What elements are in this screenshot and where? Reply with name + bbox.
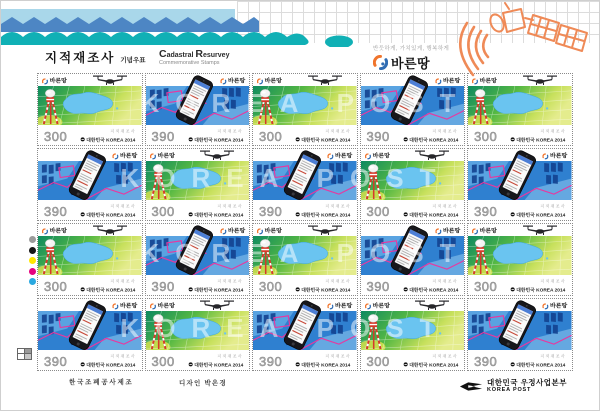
stamp-value: 390 [366, 279, 390, 294]
stamp [145, 298, 251, 371]
stamp-title: 지적재조사 [109, 355, 136, 359]
koreapost-emblem-icon [81, 212, 85, 216]
bareunttang-icon [113, 303, 119, 309]
stamp-country-line [81, 136, 136, 143]
stamp-title: 지적재조사 [109, 280, 136, 284]
stamp-country: 대한민국 KOREA 2014 [301, 138, 351, 143]
stamp-country: 대한민국 KOREA 2014 [301, 288, 351, 293]
stamp-brand-label: 바른땅 [120, 302, 138, 309]
stamp-meta [282, 125, 350, 143]
color-dot [29, 236, 36, 243]
stamp-country-line [511, 136, 566, 143]
bareunttang-icon [257, 228, 263, 234]
stamp-meta [497, 125, 565, 143]
stamp-brand-logo [365, 301, 390, 310]
designer-note: 디자인 박은경 [179, 380, 227, 387]
stamp-brand-logo [257, 76, 282, 85]
stamp-title: 지적재조사 [539, 205, 566, 209]
stamp-value-strip [361, 200, 465, 220]
watermark: KOREA POST [140, 238, 472, 268]
stamp-country-line [403, 361, 458, 368]
stamp-brand-label: 바른땅 [49, 77, 67, 84]
stamp-brand-logo [543, 151, 568, 160]
stamp-brand-label: 바른땅 [372, 302, 390, 309]
korea-post-text [487, 379, 567, 394]
stamp-value-strip [361, 350, 465, 370]
stamp-brand-label: 바른땅 [120, 152, 138, 159]
stamp [37, 148, 143, 221]
stamp-value: 390 [151, 279, 175, 294]
stamp-country-line [296, 136, 351, 143]
stamp-brand-logo [328, 151, 353, 160]
smartphone-icon [173, 222, 215, 280]
color-registration-dots [29, 236, 36, 285]
stamp-art [38, 236, 142, 275]
stamp-brand-label: 바른땅 [442, 227, 461, 234]
stamp-value: 300 [474, 279, 498, 294]
survey-artwork [361, 161, 465, 200]
title-korean-sub: 기념우표 [120, 57, 146, 64]
drone-icon [414, 147, 450, 160]
stamp [37, 73, 143, 146]
stamp-country-line [296, 286, 351, 293]
stamp-country: 대한민국 KOREA 2014 [86, 213, 136, 218]
stamp-country: 대한민국 KOREA 2014 [516, 138, 566, 143]
watermark: KOREA POST [120, 163, 452, 193]
stamp-country: 대한민국 KOREA 2014 [301, 363, 351, 368]
stamp [360, 148, 466, 221]
stamp-brand-logo [150, 151, 175, 160]
koreapost-emblem-icon [511, 287, 515, 291]
koreapost-emblem-icon [188, 137, 192, 141]
stamp [252, 298, 358, 371]
koreapost-emblem-icon [296, 212, 300, 216]
stamp-country-line [188, 286, 243, 293]
stamp-value-strip [253, 275, 357, 295]
stamp-title: 지적재조사 [109, 130, 136, 134]
stamp-meta [175, 350, 243, 368]
satellite-icon [457, 1, 600, 79]
koreapost-emblem-icon [81, 137, 85, 141]
smartphone-icon [388, 72, 430, 130]
stamp-title: 지적재조사 [432, 280, 459, 284]
koreapost-emblem-icon [511, 362, 515, 366]
stamp-brand-logo [42, 226, 67, 235]
smartphone-icon [388, 222, 430, 280]
stamp-brand-logo [472, 226, 497, 235]
bareunttang-icon [435, 228, 441, 234]
stamp [252, 223, 358, 296]
stamp-title: 지적재조사 [432, 355, 459, 359]
drone-icon [199, 147, 235, 160]
stamp-meta [67, 125, 135, 143]
drone-icon [414, 297, 450, 310]
stamp-value: 390 [151, 129, 175, 144]
stamp [467, 223, 573, 296]
survey-artwork [146, 311, 250, 350]
stamp-brand-label: 바른땅 [49, 227, 67, 234]
koreapost-emblem-icon [296, 362, 300, 366]
stamp-value: 300 [474, 129, 498, 144]
stamp-meta [282, 275, 350, 293]
bareunttang-icon [220, 228, 226, 234]
stamp-title: 지적재조사 [324, 130, 351, 134]
korea-post-footer [459, 379, 567, 394]
stamp-brand-label: 바른땅 [157, 302, 175, 309]
stamp-country-line [511, 286, 566, 293]
stamp-art [253, 86, 357, 125]
stamp-country-line [403, 286, 458, 293]
stamp-value: 390 [474, 354, 498, 369]
stamp-sheet [36, 72, 568, 372]
stamp-value-strip [38, 125, 142, 145]
stamp-value-strip [146, 350, 250, 370]
bareunttang-icon [42, 228, 48, 234]
stamp-country: 대한민국 KOREA 2014 [86, 363, 136, 368]
stamp [37, 223, 143, 296]
smartphone-icon [496, 147, 538, 205]
koreapost-emblem-icon [81, 362, 85, 366]
stamp-country: 대한민국 KOREA 2014 [193, 288, 244, 293]
smartphone-icon [66, 147, 108, 205]
stamp-value: 300 [151, 204, 175, 219]
stamp-brand-logo [328, 301, 353, 310]
stamp-country: 대한민국 KOREA 2014 [301, 213, 351, 218]
stamp-title: 지적재조사 [539, 280, 566, 284]
stamp [145, 223, 251, 296]
stamp [360, 298, 466, 371]
stamp-value: 300 [366, 204, 390, 219]
survey-artwork [253, 236, 357, 275]
stamp-value: 300 [44, 279, 68, 294]
stamp-brand-logo [435, 226, 460, 235]
drone-icon [92, 72, 128, 85]
stamp-country: 대한민국 KOREA 2014 [409, 138, 459, 143]
stamp-art [146, 161, 250, 200]
title-korean: 지적재조사 [45, 51, 116, 65]
stamp-brand-label: 바른땅 [335, 302, 353, 309]
bareunttang-icon [220, 78, 226, 84]
koreapost-emblem-icon [81, 287, 85, 291]
color-dot [29, 257, 36, 264]
stamp-meta [175, 200, 243, 218]
stamp-country-line [188, 361, 243, 368]
stamp-country: 대한민국 KOREA 2014 [409, 363, 459, 368]
bareunttang-icon [365, 153, 371, 159]
bareunttang-logo [373, 53, 430, 72]
bareunttang-icon [328, 153, 334, 159]
stamp [145, 73, 251, 146]
printer-note: 한국조폐공사제조 [69, 379, 134, 386]
stamp-country-line [511, 361, 566, 368]
koreapost-emblem-icon [403, 212, 407, 216]
stamp-meta [390, 200, 458, 218]
stamp-country: 대한민국 KOREA 2014 [193, 213, 244, 218]
korea-post-swallow-icon [459, 381, 483, 392]
stamp-value-strip [468, 275, 572, 295]
bareunttang-icon [42, 78, 48, 84]
stamp-country-line [403, 136, 458, 143]
stamp-value: 390 [259, 354, 283, 369]
stamp-value: 300 [44, 129, 68, 144]
stamp-country-line [81, 286, 136, 293]
stamp-country-line [511, 211, 566, 218]
stamp-country: 대한민국 KOREA 2014 [193, 138, 244, 143]
color-dot [29, 247, 36, 254]
stamp-title: 지적재조사 [217, 280, 244, 284]
stamp-art [361, 161, 465, 200]
survey-artwork [468, 86, 572, 125]
stamp [252, 148, 358, 221]
stamp-title: 지적재조사 [324, 280, 351, 284]
watermark: KOREA POST [120, 313, 452, 343]
stamp-country: 대한민국 KOREA 2014 [516, 363, 566, 368]
stamp-title: 지적재조사 [539, 130, 566, 134]
bareunttang-icon [150, 153, 156, 159]
stamp-value: 300 [259, 279, 283, 294]
stamp-brand-label: 바른땅 [227, 77, 246, 84]
stamp-brand-logo [150, 301, 175, 310]
sheet-title-korean [45, 48, 146, 67]
drone-icon [92, 222, 128, 235]
title-english: Cadastral Resurvey [159, 48, 230, 60]
brand-label: 바른땅 [391, 56, 431, 71]
stamp-country-line [296, 211, 351, 218]
koreapost-emblem-icon [403, 287, 407, 291]
org-name-korean: 대한민국 우정사업본부 [487, 378, 568, 387]
smartphone-icon [281, 147, 323, 205]
stamp-country-line [296, 361, 351, 368]
bareunttang-icon [543, 303, 549, 309]
koreapost-emblem-icon [188, 362, 192, 366]
stamp-title: 지적재조사 [217, 355, 244, 359]
stamp [467, 298, 573, 371]
stamp-brand-label: 바른땅 [372, 152, 390, 159]
survey-artwork [361, 311, 465, 350]
stamp-value-strip [468, 125, 572, 145]
stamp-country: 대한민국 KOREA 2014 [86, 138, 136, 143]
stamp-meta [67, 275, 135, 293]
survey-artwork [38, 86, 142, 125]
stamp-brand-logo [113, 301, 138, 310]
sheet-title-english [159, 48, 229, 66]
stamp [145, 148, 251, 221]
stamp-brand-label: 바른땅 [550, 302, 568, 309]
stamp-art [38, 86, 142, 125]
drone-icon [307, 222, 343, 235]
stamp-art [468, 236, 572, 275]
stamp-value: 300 [366, 354, 390, 369]
stamp-value: 390 [474, 204, 498, 219]
stamp-title: 지적재조사 [324, 205, 351, 209]
color-dot [29, 278, 36, 285]
stamp [37, 298, 143, 371]
stamp-title: 지적재조사 [217, 130, 244, 134]
stamp-value: 390 [44, 354, 68, 369]
stamp-country: 대한민국 KOREA 2014 [193, 363, 244, 368]
bareunttang-icon [150, 303, 156, 309]
stamp-brand-label: 바른땅 [550, 152, 568, 159]
stamp-value: 300 [259, 129, 283, 144]
stamp-title: 지적재조사 [109, 205, 136, 209]
stamp-value: 300 [151, 354, 175, 369]
stamp-value: 390 [44, 204, 68, 219]
stamp-country-line [403, 211, 458, 218]
stamp-brand-logo [220, 226, 245, 235]
stamp-country-line [188, 136, 243, 143]
stamp-brand-logo [257, 226, 282, 235]
stamp [252, 73, 358, 146]
survey-artwork [253, 86, 357, 125]
drone-icon [199, 297, 235, 310]
brand-slogan: 반듯하게, 가치있게, 행복하게 [373, 46, 450, 52]
color-dot [29, 268, 36, 275]
smartphone-icon [66, 297, 108, 355]
stamp-country: 대한민국 KOREA 2014 [516, 288, 566, 293]
koreapost-emblem-icon [188, 287, 192, 291]
watermark: KOREA POST [140, 88, 472, 118]
stamp-art [361, 311, 465, 350]
stamp-brand-label: 바른땅 [335, 152, 353, 159]
stamp-value-strip [38, 275, 142, 295]
stamp-brand-logo [365, 151, 390, 160]
survey-artwork [468, 236, 572, 275]
stamp-country-line [81, 211, 136, 218]
stamp-brand-logo [42, 76, 67, 85]
stamp-brand-logo [543, 301, 568, 310]
title-english-sub: Commemorative Stamps [159, 60, 220, 67]
stamp-brand-label: 바른땅 [442, 77, 461, 84]
stamp-title: 지적재조사 [217, 205, 244, 209]
stamp-brand-label: 바른땅 [264, 227, 282, 234]
stamp [360, 73, 466, 146]
koreapost-emblem-icon [296, 137, 300, 141]
koreapost-emblem-icon [511, 212, 515, 216]
stamp-value: 390 [259, 204, 283, 219]
stamp-title: 지적재조사 [539, 355, 566, 359]
stamp [467, 73, 573, 146]
stamp-value-strip [146, 200, 250, 220]
stamp [360, 223, 466, 296]
smartphone-icon [496, 297, 538, 355]
stamp-brand-logo [220, 76, 245, 85]
stamp-country: 대한민국 KOREA 2014 [86, 288, 136, 293]
stamp-meta [390, 350, 458, 368]
koreapost-emblem-icon [296, 287, 300, 291]
stamp-meta [497, 275, 565, 293]
bareunttang-icon [472, 228, 478, 234]
koreapost-emblem-icon [511, 137, 515, 141]
survey-artwork [38, 236, 142, 275]
stamp-brand-label: 바른땅 [157, 152, 175, 159]
stamp-brand-logo [113, 151, 138, 160]
stamp-country: 대한민국 KOREA 2014 [516, 213, 566, 218]
stamp [467, 148, 573, 221]
drone-icon [522, 222, 558, 235]
koreapost-emblem-icon [188, 212, 192, 216]
stamp-title: 지적재조사 [432, 205, 459, 209]
stamp-art [146, 311, 250, 350]
bareunttang-icon [113, 153, 119, 159]
koreapost-emblem-icon [403, 362, 407, 366]
stamp-art [468, 86, 572, 125]
stamp-brand-label: 바른땅 [479, 227, 497, 234]
stamp-country: 대한민국 KOREA 2014 [409, 213, 459, 218]
bareunttang-icon [257, 78, 263, 84]
bareunttang-icon [365, 303, 371, 309]
stamp-brand-label: 바른땅 [264, 77, 282, 84]
stamp-country: 대한민국 KOREA 2014 [409, 288, 459, 293]
survey-artwork [146, 161, 250, 200]
stamp-art [253, 236, 357, 275]
org-name-english: KOREA POST [487, 387, 532, 394]
bareunttang-icon [328, 303, 334, 309]
stamp-country-line [188, 211, 243, 218]
registration-mark [17, 348, 32, 360]
stamp-title: 지적재조사 [432, 130, 459, 134]
stamp-country-line [81, 361, 136, 368]
stamp-value-strip [253, 125, 357, 145]
stamp-value: 390 [366, 129, 390, 144]
koreapost-emblem-icon [403, 137, 407, 141]
stamp-brand-label: 바른땅 [479, 77, 497, 84]
drone-icon [307, 72, 343, 85]
wave-pattern [1, 7, 357, 47]
smartphone-icon [173, 72, 215, 130]
smartphone-icon [281, 297, 323, 355]
bareunttang-icon [435, 78, 441, 84]
stamp-title: 지적재조사 [324, 355, 351, 359]
bareunttang-icon [373, 55, 388, 70]
stamp-brand-label: 바른땅 [227, 227, 246, 234]
bareunttang-icon [543, 153, 549, 159]
